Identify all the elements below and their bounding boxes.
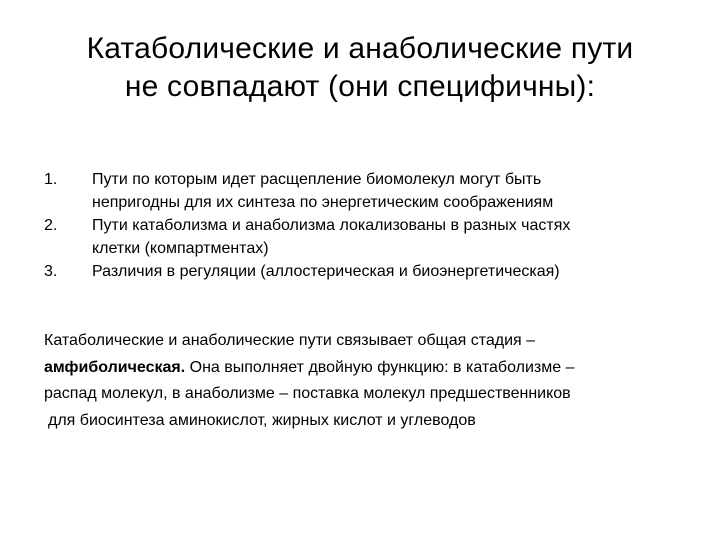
slide-title-line-2: не совпадают (они специфичны): bbox=[124, 70, 596, 103]
list-item-text-line: Пути катаболизма и анаболизма локализованы в разных частях bbox=[92, 217, 571, 234]
list-item-text-line: клетки (компартментах) bbox=[92, 240, 269, 257]
paragraph-line-2 bbox=[44, 355, 716, 382]
numbered-list bbox=[44, 168, 704, 283]
list-item-number: 3. bbox=[44, 263, 58, 280]
paragraph-line-3: распад молекул, в анаболизме – поставка молекул предшественников bbox=[44, 385, 571, 402]
list-item bbox=[44, 214, 704, 260]
slide-title bbox=[20, 30, 700, 106]
list-item-number: 1. bbox=[44, 171, 58, 188]
list-item-number: 2. bbox=[44, 217, 58, 234]
paragraph-line-2-rest: Она выполняет двойную функцию: в катаболизме – bbox=[185, 358, 575, 376]
list-item-text-line: Различия в регуляции (аллостерическая и биоэнергетическая) bbox=[92, 263, 560, 280]
list-item-text-line: непригодны для их синтеза по энергетическим соображениям bbox=[92, 194, 554, 211]
list-item-text-line: Пути по которым идет расщепление биомолекул могут быть bbox=[92, 171, 542, 188]
list-item bbox=[44, 260, 704, 283]
body-paragraph bbox=[44, 328, 716, 434]
paragraph-line-1: Катаболические и анаболические пути связывает общая стадия – bbox=[44, 332, 536, 349]
slide-title-line-1: Катаболические и анаболические пути bbox=[86, 32, 634, 65]
paragraph-line-4: для биосинтеза аминокислот, жирных кислот и углеводов bbox=[48, 411, 476, 429]
paragraph-bold-term: амфиболическая. bbox=[44, 358, 186, 376]
list-item bbox=[44, 168, 704, 214]
